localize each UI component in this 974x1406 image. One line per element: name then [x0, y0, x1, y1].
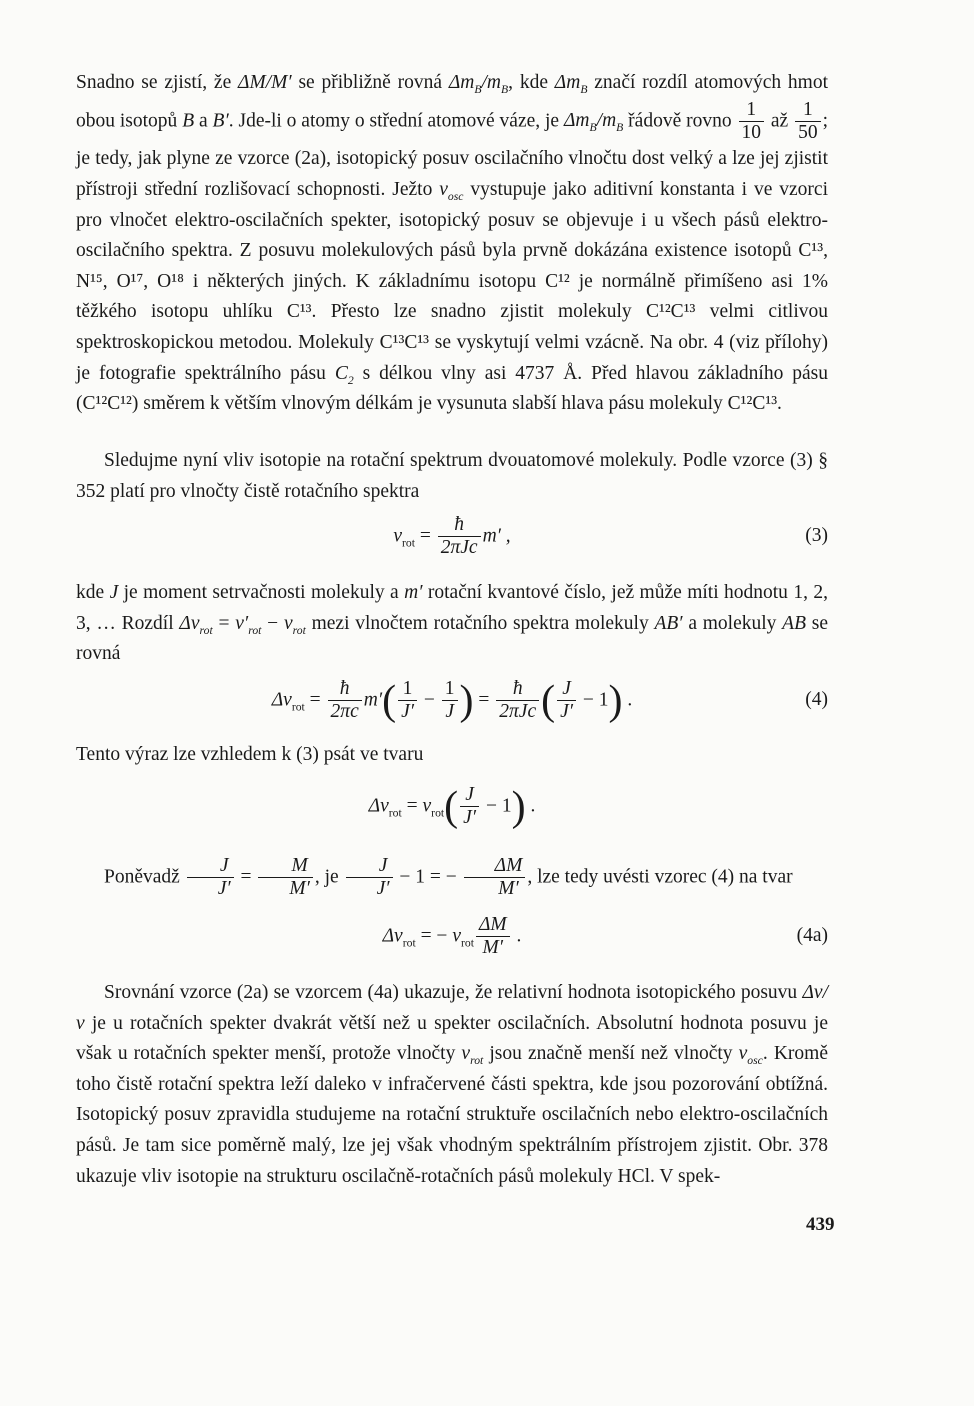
text-segment: i některých jiných. K základnímu isotopu	[183, 270, 546, 292]
text-segment: se přibližně rovná	[291, 72, 449, 93]
text-segment: se vyskytují velmi vzácně. Na obr. 4 (viz přílohy) je fotografie spektrálního pásu	[76, 332, 828, 384]
isotope-c12: C¹²	[545, 270, 570, 292]
math-mass-ratio: ΔM/M′	[238, 72, 292, 93]
molecule-c13c13: C¹³C¹³	[379, 332, 430, 353]
math-B: B	[182, 109, 195, 131]
math-dm-ratio-2: $\Delta m_B/m_B$	[563, 109, 624, 134]
math-dm-ratio: $\Delta m_B/m_B$	[448, 72, 509, 96]
text-segment: ; je tedy, jak plyne ze vzorce (2a), isotopický posuv oscilačního vlnočtu dost velký a lze jej zjistit přístroji střední rozlišovací schopnosti. Ježto	[76, 109, 828, 201]
text-segment: , kde	[508, 72, 555, 93]
molecule-c12c13: C¹²C¹³	[645, 301, 696, 323]
text-segment: řádově rovno	[623, 109, 737, 131]
paragraph-since: Poněvadž $\frac{J}{J'}$ = $\frac{M}{M'}$ , je $\frac{J}{J'}$ − 1 = − $\frac{\Delta M}{M'}$ , lze tedy uvésti vzorec (4) na tvar	[104, 855, 793, 900]
text-segment: vystupuje jako aditivní konstanta i ve vzorci pro vlnočet elektro-oscilačních spekter, isotopický posuv se objevuje i u všech pásů elektro-oscilačního spektra. Z posuvu molekulových pásů byla prvně dokázána existence isotopů	[76, 179, 828, 262]
text-segment: je normálně přimíšeno asi 1% těžkého isotopu uhlíku	[76, 270, 828, 323]
paragraph-moment-of-inertia: kde J je moment setrvačnosti molekuly a m′ rotační kvantové číslo, jež může míti hodnotu 1, 2, 3, … Rozdíl $\Delta\nu_{rot} = \nu'_{rot} - \nu_{rot}$ mezi vlnočtem rotačního spektra molekuly AB′ a molekuly AB se rovná	[76, 582, 829, 665]
equation-4: $\Delta\nu_{rot}$ = $\frac{ħ}{2\pi c}$ m′( $\frac{1}{J'}$ − $\frac{1}{J}$ ) = $\frac{ħ}{\text{2πJc}}$ ( $\frac{J}{J'}$ − 1) . (4)	[76, 672, 828, 728]
isotope-c13: C¹³	[286, 301, 312, 323]
equation-number: (4a)	[796, 925, 828, 946]
isotope-list: C¹³, N¹⁵, O¹⁷, O¹⁸	[76, 240, 828, 292]
molecule-c12c13: C¹²C¹³	[727, 393, 778, 415]
paragraph-rotation-intro: Sledujme nyní vliv isotopie na rotační spektrum dvouatomové molekuly. Podle vzorce (3) § 352 platí pro vlnočty čistě rotačního spektra	[76, 450, 828, 502]
text-segment: . Přesto lze snadno zjistit molekuly	[311, 301, 646, 323]
math-dm: $\Delta m_B$	[554, 72, 588, 96]
equation-number: (4)	[805, 689, 828, 710]
text-segment: s délkou vlny asi 4737 Å. Před hlavou základního pásu (	[76, 362, 829, 415]
text-segment: Snadno se zjistí, že	[76, 72, 239, 93]
math-nu-osc: $\nu_{osc}$	[439, 179, 464, 203]
text-segment: .	[777, 393, 782, 415]
paragraph-rewrite: Tento výraz lze vzhledem k (3) psát ve tvaru	[76, 744, 424, 765]
molecule-c12c12: C¹²C¹²	[82, 393, 132, 415]
fraction-one-fiftieth: $\frac{1}{50}$	[795, 99, 821, 145]
equation-3: $\nu_{rot}$ = $\frac{ħ}{\text{2πJc}}$ m′ , (3)	[76, 508, 828, 564]
paragraph-isotope-shift-oscillation	[76, 68, 828, 420]
text-segment: ) směrem k větším vlnovým délkám je vysunuta slabší hlava pásu molekuly	[131, 393, 728, 415]
fraction-one-tenth: $\frac{1}{10}$	[739, 99, 765, 145]
text-segment: až	[766, 109, 794, 131]
text-segment: velmi citlivou spektroskopickou metodou. Molekuly	[76, 301, 828, 353]
math-B-prime: B′	[212, 109, 229, 131]
equation-4a: $\Delta\nu_{rot}$ = − $\nu_{rot}$ $\frac{\Delta M}{M'}$ . (4a)	[76, 908, 828, 964]
equation-unnumbered: $\Delta\nu_{rot} = \nu_{rot}$( $\frac{J}{J'}$ − 1) .	[368, 783, 536, 830]
equation-number: (3)	[805, 525, 828, 546]
paragraph-comparison: Srovnání vzorce (2a) se vzorcem (4a) ukazuje, že relativní hodnota isotopického posuvu Δν/ν je u rotačních spekter dvakrát větší než u spekter oscilačních. Absolutní hodnota posuvu je však u rotačních spekter menší, protože vlnočty $\nu_{rot}$ jsou značně menší než vlnočty $\nu_{osc}$. Kromě toho čistě rotační spektra leží daleko v infračervené části spektra, kde jsou pozorování obtížná. Isotopický posuv zpravidla studujeme na rotační struktuře oscilačních nebo elektro-oscilačních pásů. Je tam sice poměrně malý, lze jej však vhodným spektrálním přístrojem zjistit. Obr. 378 ukazuje vliv isotopie na strukturu oscilačně-rotačních pásů molekuly HCl. V spek-	[76, 982, 828, 1187]
text-segment: . Jde-li o atomy o střední atomové váze, je	[228, 109, 564, 131]
page-number: 439	[806, 1214, 835, 1235]
text-segment: značí rozdíl atomových hmot obou isotopů	[76, 72, 829, 131]
molecule-c2: $C_2$	[334, 362, 354, 387]
text-segment: a	[194, 109, 213, 131]
